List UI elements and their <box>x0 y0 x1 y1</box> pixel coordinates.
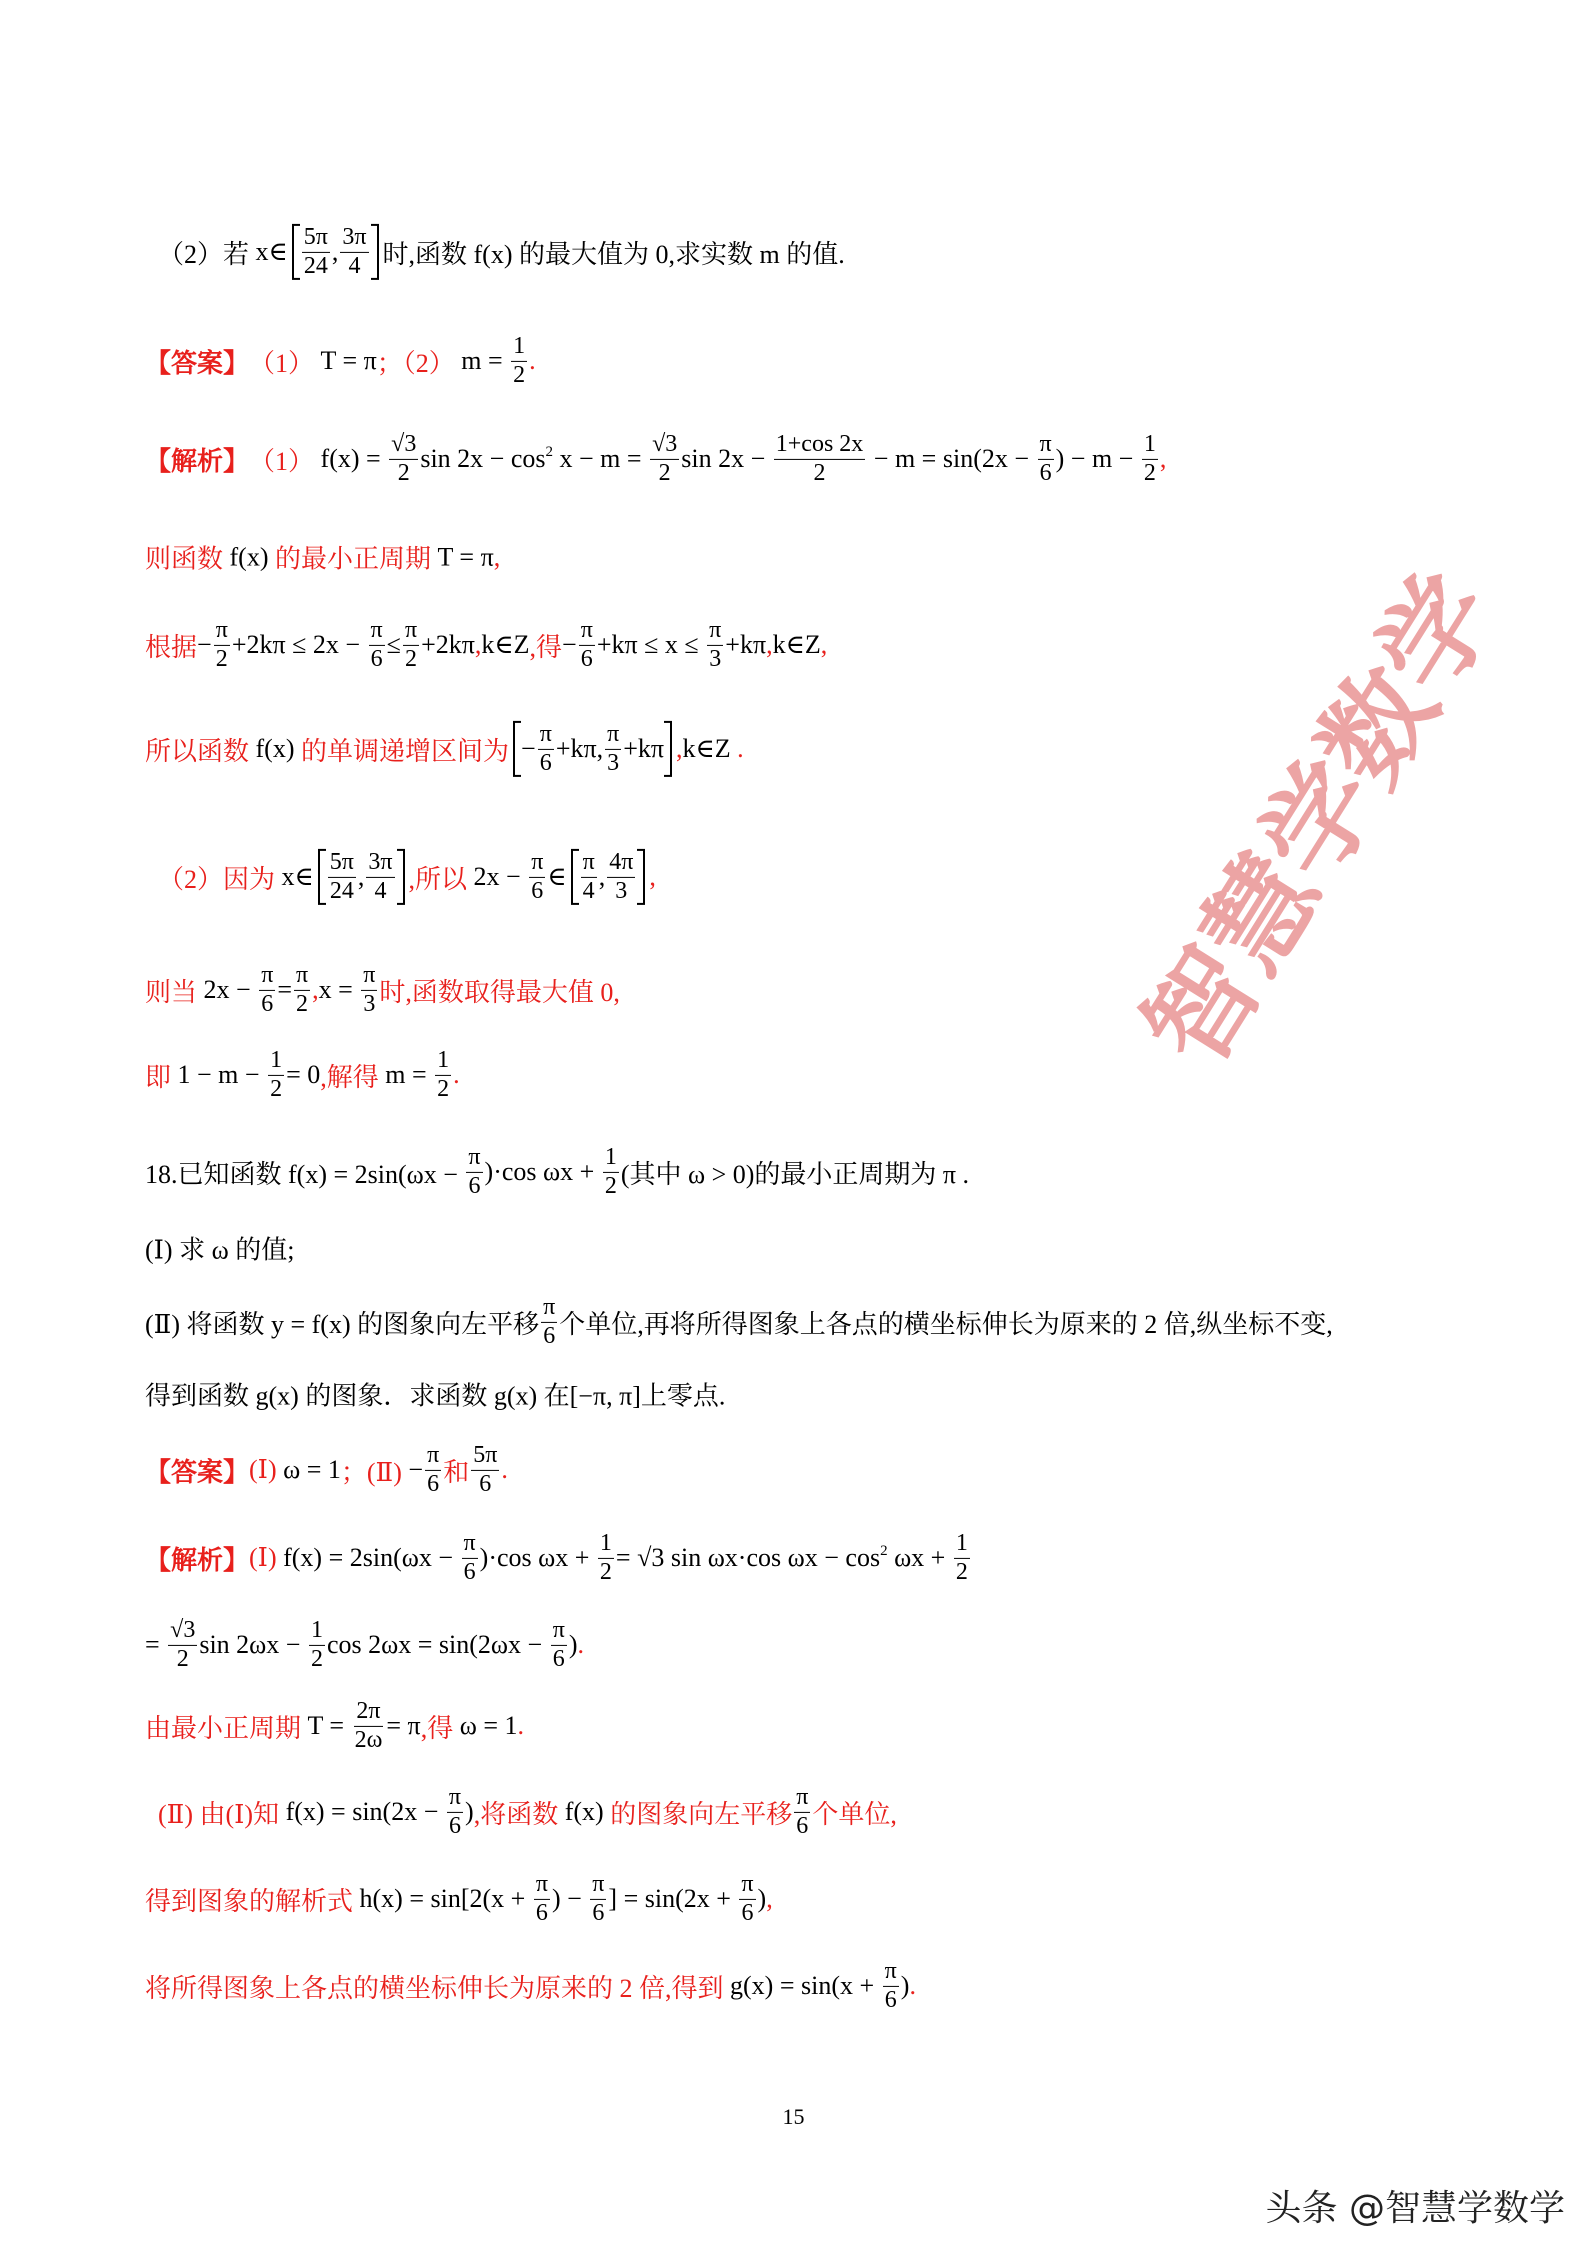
math-text: (其中 ω > 0)的最小正周期为 π . <box>620 1159 970 1189</box>
text-line <box>145 962 620 1018</box>
math-text: f(x) = 2sin(ωx − <box>283 1543 460 1572</box>
numerator: π <box>538 721 554 750</box>
solution-text: 根据 <box>145 632 198 662</box>
solution-text: 【答案】 <box>145 348 250 378</box>
solution-text: 【答案】 <box>145 1457 250 1487</box>
math-text: 2x − <box>203 975 258 1004</box>
solution-text: （2）因为 <box>158 864 282 894</box>
math-text: = π <box>386 1711 421 1740</box>
fraction <box>774 431 866 487</box>
fraction <box>538 721 554 777</box>
numerator: π <box>590 1871 606 1900</box>
math-text: 18.已知函数 f(x) = 2sin(ωx − <box>145 1159 465 1189</box>
solution-text: . <box>453 1060 460 1089</box>
text-line <box>145 1698 524 1754</box>
fraction <box>605 721 621 777</box>
text-line <box>158 224 845 280</box>
fraction <box>302 224 330 280</box>
denominator: 2 <box>1143 459 1156 486</box>
denominator: 2 <box>437 1075 450 1102</box>
denominator: 3 <box>363 990 376 1017</box>
fraction <box>389 431 418 487</box>
interval-bracket <box>571 849 646 905</box>
numerator: 5π <box>328 849 356 878</box>
math-text: x − m = <box>553 444 649 473</box>
solution-text: ,得 <box>529 632 563 662</box>
math-text: )·cos ωx + <box>484 1157 601 1186</box>
math-text: ∈ <box>268 237 288 266</box>
solution-text: ,将函数 <box>473 1799 565 1829</box>
fraction <box>328 849 356 905</box>
solution-text: , <box>766 630 773 659</box>
math-text: 时,函数 f(x) 的最大值为 0,求实数 m 的值. <box>382 239 845 269</box>
denominator: 3 <box>607 749 620 776</box>
numerator: 1 <box>598 1530 614 1559</box>
denominator: 2 <box>176 1645 189 1672</box>
numerator: 1 <box>435 1047 451 1076</box>
denominator: 6 <box>463 1558 476 1585</box>
fraction <box>1038 431 1054 487</box>
denominator: 2 <box>270 1075 283 1102</box>
text-line <box>145 1442 508 1498</box>
math-text: sin 2x − cos <box>420 444 546 473</box>
numerator: π <box>541 1294 557 1323</box>
fraction <box>168 1617 197 1673</box>
math-text: = <box>277 975 292 1004</box>
math-text: f(x) <box>255 734 295 763</box>
text-line <box>145 1047 460 1103</box>
solution-text: . <box>730 734 744 763</box>
numerator: √3 <box>650 431 679 460</box>
solution-text: , <box>676 734 683 763</box>
math-text: cos 2ωx = sin(2ωx − <box>326 1630 549 1659</box>
numerator: π <box>294 962 310 991</box>
numerator: π <box>447 1784 463 1813</box>
denominator: 6 <box>741 1899 754 1926</box>
denominator: 6 <box>543 1322 556 1349</box>
math-text: h(x) = sin[2(x + <box>359 1884 532 1913</box>
denominator: 6 <box>261 990 274 1017</box>
math-text: +kπ ≤ x ≤ <box>596 630 706 659</box>
denominator: 2 <box>599 1558 612 1585</box>
fraction <box>471 1442 499 1498</box>
numerator: π <box>1038 431 1054 460</box>
fraction <box>309 1617 325 1673</box>
math-text: ) − <box>551 1884 589 1913</box>
text-line <box>145 431 1166 487</box>
math-text: sin 2ωx − <box>199 1630 307 1659</box>
solution-text: , <box>1159 444 1167 473</box>
solution-text: 的图象向左平移 <box>603 1799 793 1829</box>
solution-text: ；（2） <box>376 348 462 378</box>
denominator: 6 <box>796 1812 809 1839</box>
page-number: 15 <box>782 2104 805 2129</box>
denominator: 2 <box>513 361 526 388</box>
text-line <box>145 1144 969 1200</box>
text-line <box>158 849 656 905</box>
fraction <box>954 1530 970 1586</box>
text-line <box>145 1617 584 1673</box>
numerator: 1 <box>309 1617 325 1646</box>
math-text: f(x) = sin(2x − <box>285 1797 445 1826</box>
math-text: g(x) = sin(x + <box>730 1971 881 2000</box>
fraction <box>361 962 377 1018</box>
math-text: x <box>255 237 269 266</box>
fraction <box>739 1871 755 1927</box>
fraction <box>579 617 595 673</box>
text-line <box>145 1958 916 2014</box>
math-text: ∈ <box>547 862 567 891</box>
solution-text: 的最小正周期 <box>268 544 438 574</box>
numerator: 2π <box>354 1698 382 1727</box>
fraction <box>425 1442 441 1498</box>
fraction <box>534 1871 550 1927</box>
denominator: 6 <box>592 1899 605 1926</box>
math-text: k∈Z <box>481 630 530 659</box>
math-text: ω = 1 <box>283 1455 341 1484</box>
math-text: = √3 sin ωx·cos ωx − cos <box>615 1543 881 1572</box>
solution-text: , <box>493 542 501 571</box>
solution-text: 【解析】 <box>145 446 250 476</box>
math-text: 2x − <box>473 862 528 891</box>
math-text: (Ⅰ) 求 ω 的值; <box>145 1235 295 1265</box>
solution-text: , <box>766 1884 773 1913</box>
fraction <box>340 224 368 280</box>
denominator: 4 <box>348 252 361 279</box>
source-watermark: 头条 @智慧学数学 <box>1265 2188 1565 2229</box>
denominator: 6 <box>535 1899 548 1926</box>
math-text: x = <box>318 975 360 1004</box>
superscript: 2 <box>545 443 554 460</box>
text-line <box>145 1230 294 1267</box>
denominator: 2 <box>397 459 410 486</box>
denominator: 2 <box>310 1645 323 1672</box>
numerator: π <box>579 617 595 646</box>
math-text: 个单位,再将所得图象上各点的横坐标伸长为原来的 2 倍,纵坐标不变, <box>559 1309 1333 1339</box>
denominator: 6 <box>468 1172 481 1199</box>
denominator: 3 <box>615 877 628 904</box>
numerator: π <box>707 617 723 646</box>
denominator: 24 <box>303 252 328 279</box>
watermark-stamp: 智慧学数学 <box>1119 552 1521 1088</box>
math-text: +kπ <box>725 630 767 659</box>
numerator: 1 <box>1142 431 1158 460</box>
fraction <box>462 1530 478 1586</box>
fraction <box>883 1958 899 2014</box>
math-text: , <box>331 237 339 266</box>
interval-bracket <box>292 224 379 280</box>
solution-text: ,得 <box>420 1713 460 1743</box>
text-line <box>158 1784 897 1840</box>
solution-text: 由最小正周期 <box>145 1713 308 1743</box>
solution-text: . <box>501 1455 508 1484</box>
numerator: π <box>605 721 621 750</box>
fraction <box>353 1698 385 1754</box>
denominator: 2ω <box>354 1726 383 1753</box>
solution-text: 的单调递增区间为 <box>294 736 510 766</box>
math-text: f(x) = <box>320 444 388 473</box>
solution-text: 个单位, <box>812 1799 897 1829</box>
math-text: ) − m − <box>1055 444 1140 473</box>
solution-text: , <box>820 630 828 659</box>
math-text: m = <box>385 1060 434 1089</box>
numerator: π <box>581 849 597 878</box>
solution-text: . <box>577 1630 584 1659</box>
text-line <box>145 1294 1333 1350</box>
math-text: ] = sin(2x + <box>608 1884 738 1913</box>
numerator: 1 <box>268 1047 284 1076</box>
solution-text: , <box>649 862 656 891</box>
math-text: T = π <box>437 542 494 571</box>
math-text: ) <box>757 1884 767 1913</box>
solution-text: （1） <box>249 446 321 476</box>
denominator: 6 <box>884 1986 897 2013</box>
math-text: +2kπ ≤ 2x − <box>231 630 367 659</box>
fraction <box>259 962 275 1018</box>
fraction <box>603 1144 619 1200</box>
superscript: 2 <box>880 1542 888 1559</box>
solution-text: . <box>517 1711 524 1740</box>
denominator: 6 <box>448 1812 461 1839</box>
numerator: √3 <box>168 1617 197 1646</box>
text-line <box>145 1530 972 1586</box>
math-text: )·cos ωx + <box>479 1543 596 1572</box>
denominator: 2 <box>405 645 418 672</box>
fraction <box>1142 431 1158 487</box>
fraction <box>268 1047 284 1103</box>
interval-bracket <box>318 849 405 905</box>
numerator: 1 <box>954 1530 970 1559</box>
denominator: 2 <box>296 990 309 1017</box>
numerator: 1 <box>511 333 527 362</box>
fraction <box>366 849 394 905</box>
denominator: 6 <box>552 1645 565 1672</box>
fraction <box>214 617 230 673</box>
numerator: π <box>425 1442 441 1471</box>
text-line <box>145 721 744 777</box>
math-text: T = π <box>320 346 377 375</box>
math-text: f(x) <box>564 1797 604 1826</box>
solution-text: ,解得 <box>320 1062 386 1092</box>
math-text: +kπ <box>623 734 665 763</box>
math-text: k∈Z <box>682 734 731 763</box>
solution-text: （1） <box>249 348 321 378</box>
numerator: 1+cos 2x <box>774 431 866 460</box>
denominator: 6 <box>427 1470 440 1497</box>
denominator: 6 <box>580 645 593 672</box>
math-text: x∈ <box>281 862 314 891</box>
fraction <box>607 849 635 905</box>
denominator: 6 <box>539 749 552 776</box>
denominator: 6 <box>531 877 544 904</box>
fraction <box>794 1784 810 1840</box>
math-text: (Ⅱ) 将函数 y = f(x) 的图象向左平移 <box>145 1309 540 1339</box>
fraction <box>551 1617 567 1673</box>
denominator: 2 <box>813 459 826 486</box>
math-text: ) <box>465 1797 474 1826</box>
numerator: π <box>551 1617 567 1646</box>
fraction <box>541 1294 557 1350</box>
denominator: 2 <box>658 459 671 486</box>
numerator: 3π <box>366 849 394 878</box>
math-text: k∈Z <box>772 630 821 659</box>
solution-text: (Ⅰ) <box>249 1455 284 1484</box>
math-text: − <box>521 734 536 763</box>
denominator: 6 <box>1039 459 1052 486</box>
math-text: ) <box>568 1630 578 1659</box>
numerator: π <box>883 1958 899 1987</box>
interval-bracket <box>513 721 672 777</box>
numerator: π <box>794 1784 810 1813</box>
numerator: √3 <box>389 431 418 460</box>
fraction <box>707 617 723 673</box>
solution-text: ；(Ⅱ) <box>340 1457 409 1487</box>
fraction <box>598 1530 614 1586</box>
text-line <box>145 1871 773 1927</box>
solution-text: , <box>474 630 482 659</box>
math-text: ωx + <box>887 1543 952 1572</box>
math-text: − <box>562 630 577 659</box>
math-text: sin 2x − <box>681 444 772 473</box>
denominator: 6 <box>479 1470 492 1497</box>
numerator: 3π <box>340 224 368 253</box>
math-text: ≤ <box>386 630 401 659</box>
denominator: 2 <box>215 645 228 672</box>
math-text: = 0 <box>286 1060 321 1089</box>
fraction <box>447 1784 463 1840</box>
solution-text: . <box>529 346 536 375</box>
fraction <box>511 333 527 389</box>
solution-text: 所以函数 <box>145 736 256 766</box>
fraction <box>581 849 597 905</box>
math-text: , <box>598 862 606 891</box>
solution-text: (Ⅱ) 由(Ⅰ)知 <box>158 1799 286 1829</box>
solution-text: . <box>909 1971 916 2000</box>
math-text: = <box>145 1630 167 1659</box>
solution-text: 【解析】 <box>145 1545 250 1575</box>
math-text: − m = sin(2x − <box>867 444 1036 473</box>
math-text: − <box>408 1455 424 1484</box>
numerator: π <box>361 962 377 991</box>
solution-text: 和 <box>443 1457 470 1487</box>
solution-text: 将所得图象上各点的横坐标伸长为原来的 2 倍,得到 <box>145 1973 731 2003</box>
numerator: π <box>259 962 275 991</box>
fraction <box>590 1871 606 1927</box>
solution-text: 则函数 <box>145 544 230 574</box>
math-text: 1 − m − <box>177 1060 267 1089</box>
numerator: π <box>529 849 545 878</box>
fraction <box>369 617 385 673</box>
text-line <box>145 539 500 576</box>
math-text: , <box>357 862 365 891</box>
math-text: （2）若 <box>158 239 256 269</box>
numerator: π <box>462 1530 478 1559</box>
fraction <box>435 1047 451 1103</box>
math-text: f(x) <box>229 542 269 571</box>
math-text: T = <box>307 1711 351 1740</box>
math-text: ) <box>900 1971 910 2000</box>
math-text: +2kπ <box>421 630 475 659</box>
denominator: 3 <box>709 645 722 672</box>
math-text: 得到函数 g(x) 的图象．求函数 g(x) 在[−π, π]上零点. <box>145 1381 726 1411</box>
solution-text: , <box>312 975 319 1004</box>
math-text: − <box>197 630 212 659</box>
numerator: 4π <box>607 849 635 878</box>
numerator: π <box>403 617 419 646</box>
text-line <box>145 1376 725 1413</box>
text-line <box>145 617 827 673</box>
solution-text: 得到图象的解析式 <box>145 1886 360 1916</box>
fraction <box>294 962 310 1018</box>
numerator: 1 <box>603 1144 619 1173</box>
denominator: 4 <box>582 877 595 904</box>
solution-text: (Ⅰ) <box>249 1543 284 1572</box>
text-line <box>145 333 536 389</box>
fraction <box>403 617 419 673</box>
math-text: m = <box>461 346 510 375</box>
solution-text: 即 <box>145 1062 178 1092</box>
numerator: π <box>214 617 230 646</box>
fraction <box>529 849 545 905</box>
solution-text: ,所以 <box>408 864 474 894</box>
fraction <box>466 1144 482 1200</box>
numerator: π <box>534 1871 550 1900</box>
denominator: 4 <box>374 877 387 904</box>
numerator: π <box>739 1871 755 1900</box>
numerator: 5π <box>471 1442 499 1471</box>
solution-text: 时,函数取得最大值 0, <box>379 977 620 1007</box>
math-text: ω = 1 <box>459 1711 518 1740</box>
numerator: π <box>466 1144 482 1173</box>
denominator: 2 <box>955 1558 968 1585</box>
denominator: 6 <box>370 645 383 672</box>
math-text: +kπ, <box>555 734 604 763</box>
numerator: π <box>369 617 385 646</box>
solution-text: 则当 <box>145 977 204 1007</box>
denominator: 24 <box>329 877 354 904</box>
denominator: 2 <box>604 1172 617 1199</box>
numerator: 5π <box>302 224 330 253</box>
fraction <box>650 431 679 487</box>
